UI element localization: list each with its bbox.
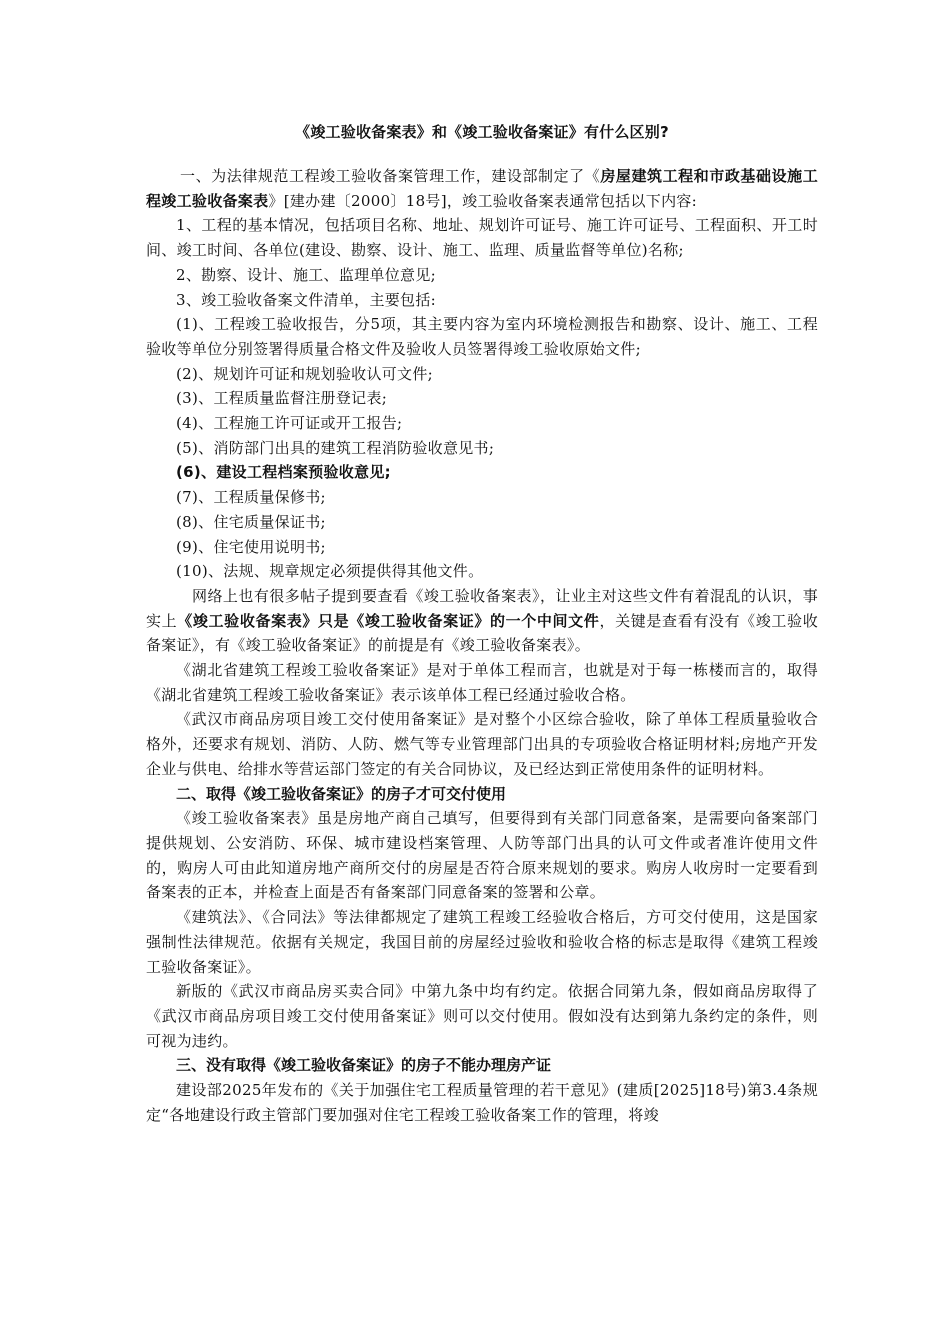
sub-item-4: (4)、工程施工许可证或开工报告; [176, 414, 403, 433]
paragraph-contract: 新版的《武汉市商品房买卖合同》中第九条中均有约定。依据合同第九条，假如商品房取得了《武汉市商品房项目竣工交付使用备案证》则可以交付使用。假如没有达到第九条约定的条件，则可视为违约。 [146, 982, 818, 1050]
sub-item-9: (9)、住宅使用说明书; [176, 537, 326, 556]
sub-item-3: (3)、工程质量监督注册登记表; [176, 389, 388, 408]
paragraph-wuhan-certificate: 《武汉市商品房项目竣工交付使用备案证》是对整个小区综合验收，除了单体工程质量验收合格外，还要求有规划、消防、人防、燃气等专业管理部门出具的专项验收合格证明材料;房地产开发企业与供电、给排水等营运部门签定的有关合同协议，及已经达到正常使用条件的证明材料。 [146, 710, 818, 778]
intro-text-a: 一、为法律规范工程竣工验收备案管理工作，建设部制定了《 [180, 167, 601, 185]
section-heading-2: 二、取得《竣工验收备案证》的房子才可交付使用 [176, 784, 507, 803]
sub-item-6: (6)、建设工程档案预验收意见; [176, 463, 391, 482]
paragraph-hubei-certificate: 《湖北省建筑工程竣工验收备案证》是对于单体工程而言，也就是对于每一栋楼而言的，取得《湖北省建筑工程竣工验收备案证》表示该单体工程已经通过验收合格。 [146, 661, 818, 704]
online-text-c: ，关键是查看有没有《竣工验收备案证》，有《竣工验收备案证》的前提是有《竣工验收备案表》。 [146, 611, 818, 655]
paragraph-online-posts [146, 584, 818, 658]
list-item-1: 1、工程的基本情况，包括项目名称、地址、规划许可证号、施工许可证号、工程面积、开工时间、竣工时间、各单位(建设、勘察、设计、施工、监理、质量监督等单位)名称; [146, 216, 818, 260]
sub-item-7: (7)、工程质量保修书; [176, 488, 326, 507]
online-text-a: 网络上也有很多帖子提到要查看《竣工验收备案表》，让业主对这些文件有着混乱的认识，事实上 [146, 586, 818, 630]
section-heading-3: 三、没有取得《竣工验收备案证》的房子不能办理房产证 [176, 1056, 552, 1075]
document-title: 《竣工验收备案表》和《竣工验收备案证》有什么区别? [295, 123, 669, 141]
paragraph-ministry-opinion: 建设部2025年发布的《关于加强住宅工程质量管理的若干意见》(建质[2025]18号)第3.4条规定“各地建设行政主管部门要加强对住宅工程竣工验收备案工作的管理，将竣 [146, 1081, 818, 1124]
sub-item-10: (10)、法规、规章规定必须提供得其他文件。 [176, 562, 484, 581]
paragraph-law: 《建筑法》、《合同法》等法律都规定了建筑工程竣工经验收合格后，方可交付使用，这是国家强制性法律规范。依据有关规定，我国目前的房屋经过验收和验收合格的标志是取得《建筑工程竣工验收备案证》。 [146, 908, 818, 976]
document-page [146, 120, 818, 1127]
online-text-bold: 《竣工验收备案表》只是《竣工验收备案证》的一个中间文件 [177, 611, 600, 630]
intro-text-bold: 房屋建筑工程和市政基础设施工程竣工验收备案表 [146, 167, 819, 210]
sub-item-8: (8)、住宅质量保证书; [176, 512, 326, 531]
sub-item-2: (2)、规划许可证和规划验收认可文件; [176, 364, 434, 383]
paragraph-intro [146, 164, 818, 213]
sub-item-5: (5)、消防部门出具的建筑工程消防验收意见书; [176, 438, 495, 457]
list-item-3: 3、竣工验收备案文件清单，主要包括: [176, 290, 436, 309]
sub-item-1: (1)、工程竣工验收报告，分5项，其主要内容为室内环境检测报告和勘察、设计、施工、工程验收等单位分别签署得质量合格文件及验收人员签署得竣工验收原始文件; [146, 315, 818, 358]
list-item-2: 2、勘察、设计、施工、监理单位意见; [176, 265, 436, 284]
intro-text-c: 》[建办建〔2000〕18号]，竣工验收备案表通常包括以下内容: [268, 191, 698, 210]
paragraph-record-form: 《竣工验收备案表》虽是房地产商自己填写，但要得到有关部门同意备案，是需要向备案部门提供规划、公安消防、环保、城市建设档案管理、人防等部门出具的认可文件或者准许使用文件的，购房人可由此知道房地产商所交付的房屋是否符合原来规划的要求。购房人收房时一定要看到备案表的正本，并检查上面是否有备案部门同意备案的签署和公章。 [146, 809, 818, 902]
